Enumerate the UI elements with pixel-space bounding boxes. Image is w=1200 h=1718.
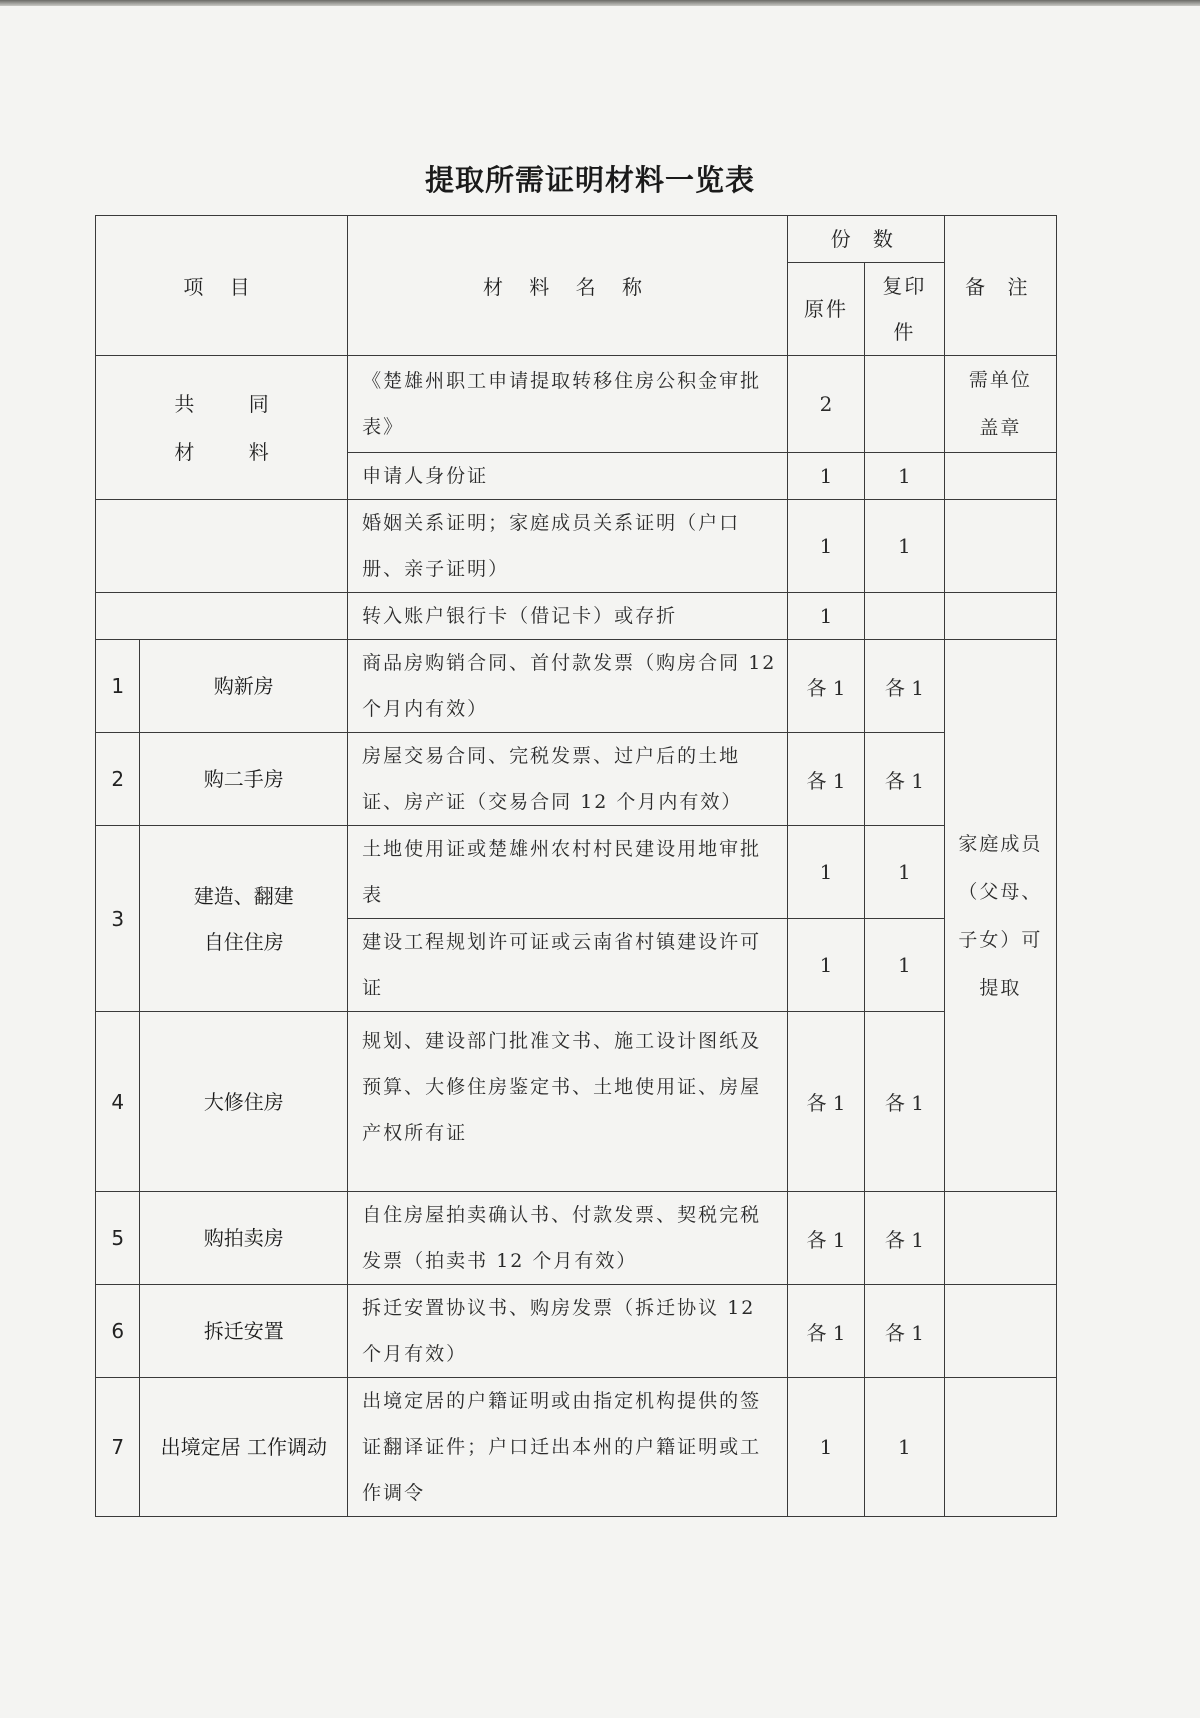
item-name: 拆迁安置 — [140, 1285, 348, 1378]
item-name: 购拍卖房 — [140, 1192, 348, 1285]
common-label-line1: 共 同 — [174, 391, 293, 416]
copy-count: 各 1 — [865, 1192, 944, 1285]
material-cell: 商品房购销合同、首付款发票（购房合同 12 个月内有效） — [348, 640, 788, 733]
copy-count: 各 1 — [865, 1285, 944, 1378]
table-row — [96, 1285, 1057, 1378]
material-cell: 《楚雄州职工申请提取转移住房公积金审批表》 — [348, 356, 788, 453]
material-cell: 出境定居的户籍证明或由指定机构提供的签证翻译证件；户口迁出本州的户籍证明或工作调令 — [348, 1378, 788, 1517]
original-count: 各 1 — [787, 640, 864, 733]
table-row — [96, 826, 1057, 919]
item-number: 6 — [96, 1285, 140, 1378]
remark-line: 需单位 — [968, 369, 1032, 391]
copy-count: 1 — [865, 453, 944, 500]
remark-cell — [944, 593, 1056, 640]
remark-cell — [944, 356, 1056, 453]
original-count: 2 — [787, 356, 864, 453]
header-original: 原件 — [787, 263, 864, 356]
header-item: 项 目 — [96, 216, 348, 356]
material-cell: 拆迁安置协议书、购房发票（拆迁协议 12 个月有效） — [348, 1285, 788, 1378]
original-count: 1 — [787, 1378, 864, 1517]
header-row — [96, 216, 1057, 263]
copy-count: 1 — [865, 826, 944, 919]
item-number: 2 — [96, 733, 140, 826]
header-copies: 份 数 — [787, 216, 944, 263]
table-row — [96, 1378, 1057, 1517]
copy-count — [865, 593, 944, 640]
remark-cell — [944, 1378, 1056, 1517]
material-cell: 自住房屋拍卖确认书、付款发票、契税完税发票（拍卖书 12 个月有效） — [348, 1192, 788, 1285]
material-cell: 土地使用证或楚雄州农村村民建设用地审批表 — [348, 826, 788, 919]
item-number: 5 — [96, 1192, 140, 1285]
original-count: 1 — [787, 593, 864, 640]
item-cell — [96, 500, 348, 593]
item-name-line: 建造、翻建 — [193, 883, 294, 908]
original-count: 1 — [787, 500, 864, 593]
table-row — [96, 356, 1057, 453]
original-count: 1 — [787, 826, 864, 919]
copy-count: 1 — [865, 919, 944, 1012]
remark-line: 盖章 — [979, 417, 1022, 439]
material-cell: 规划、建设部门批准文书、施工设计图纸及预算、大修住房鉴定书、土地使用证、房屋产权所有证 — [348, 1012, 788, 1192]
table-row — [96, 733, 1057, 826]
remark-line: 子女）可 — [958, 928, 1043, 951]
item-name: 大修住房 — [140, 1012, 348, 1192]
material-cell: 转入账户银行卡（借记卡）或存折 — [348, 593, 788, 640]
table-row — [96, 593, 1057, 640]
item-number: 1 — [96, 640, 140, 733]
material-cell: 房屋交易合同、完税发票、过户后的土地证、房产证（交易合同 12 个月内有效） — [348, 733, 788, 826]
document-title: 提取所需证明材料一览表 — [424, 163, 755, 197]
original-count: 各 1 — [787, 1192, 864, 1285]
item-name: 出境定居 工作调动 — [140, 1378, 348, 1517]
scan-edge — [0, 0, 1200, 6]
copy-count: 各 1 — [865, 733, 944, 826]
common-label-line2: 材 料 — [174, 439, 293, 464]
remark-cell — [944, 500, 1056, 593]
item-name — [140, 826, 348, 1012]
item-name: 购二手房 — [140, 733, 348, 826]
item-number: 7 — [96, 1378, 140, 1517]
table-row — [96, 500, 1057, 593]
copy-count: 各 1 — [865, 640, 944, 733]
item-number: 3 — [96, 826, 140, 1012]
remark-line: （父母、 — [958, 880, 1043, 903]
copy-count: 各 1 — [865, 1012, 944, 1192]
copy-count: 1 — [865, 500, 944, 593]
family-remark — [944, 640, 1056, 1192]
item-name-line: 自住住房 — [203, 929, 284, 954]
header-photocopy: 复印件 — [865, 263, 944, 356]
item-name: 购新房 — [140, 640, 348, 733]
remark-line: 提取 — [979, 976, 1022, 999]
materials-table — [95, 215, 1057, 1517]
remark-cell — [944, 453, 1056, 500]
remark-cell — [944, 1192, 1056, 1285]
table-row — [96, 1192, 1057, 1285]
original-count: 各 1 — [787, 1285, 864, 1378]
original-count: 1 — [787, 919, 864, 1012]
common-label — [96, 356, 348, 500]
item-cell — [96, 593, 348, 640]
item-number: 4 — [96, 1012, 140, 1192]
material-cell: 申请人身份证 — [348, 453, 788, 500]
copy-count: 1 — [865, 1378, 944, 1517]
table-row — [96, 1012, 1057, 1192]
original-count: 各 1 — [787, 733, 864, 826]
table-row — [96, 640, 1057, 733]
remark-line: 家庭成员 — [958, 832, 1043, 855]
header-remarks: 备 注 — [944, 216, 1056, 356]
original-count: 1 — [787, 453, 864, 500]
material-cell: 建设工程规划许可证或云南省村镇建设许可证 — [348, 919, 788, 1012]
remark-cell — [944, 1285, 1056, 1378]
header-material: 材 料 名 称 — [348, 216, 788, 356]
material-cell: 婚姻关系证明；家庭成员关系证明（户口册、亲子证明） — [348, 500, 788, 593]
copy-count — [865, 356, 944, 453]
original-count: 各 1 — [787, 1012, 864, 1192]
